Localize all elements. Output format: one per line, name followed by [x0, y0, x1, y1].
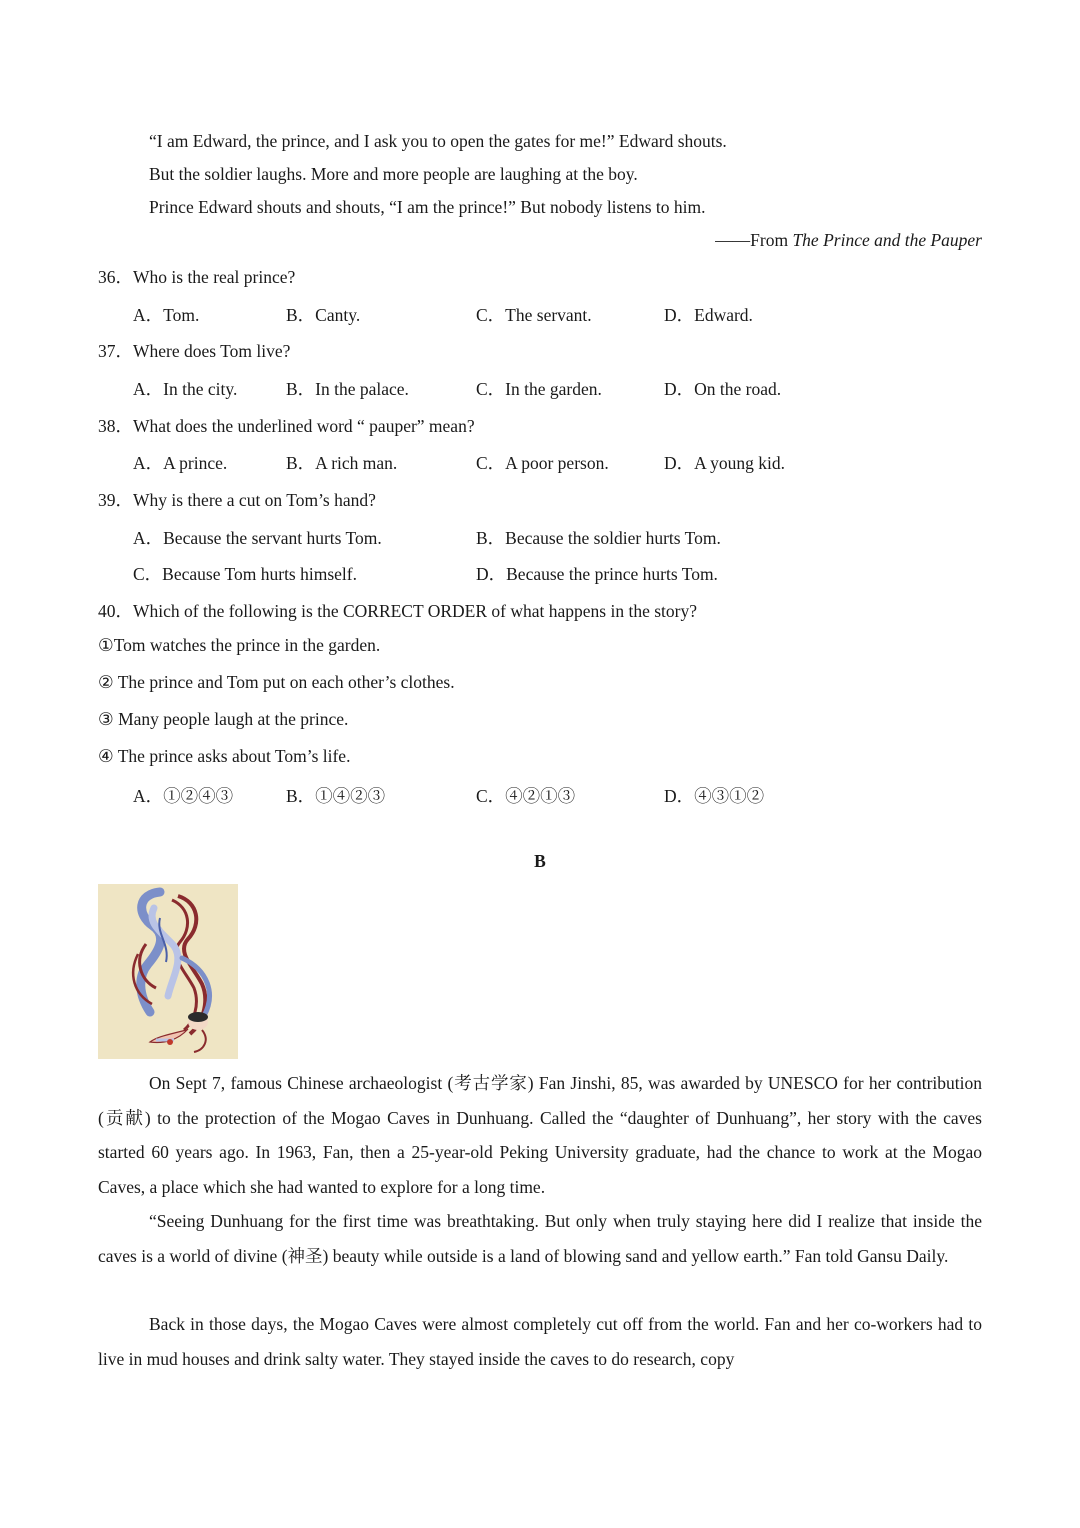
story-line-2: But the soldier laughs. More and more people are laughing at the boy. — [149, 164, 638, 184]
q39-option-c: C．Because Tom hurts himself. — [133, 564, 357, 584]
section-b-paragraph-2 — [98, 1204, 982, 1273]
story-source-title: The Prince and the Pauper — [792, 230, 982, 250]
q40-event-3: ③ Many people laugh at the prince. — [98, 709, 349, 729]
q38-option-b: B．A rich man. — [286, 453, 398, 473]
question-37: 37．Where does Tom live? — [98, 341, 291, 361]
q37-option-b: B．In the palace. — [286, 379, 409, 399]
q40-option-c: C．④②①③ — [476, 786, 576, 806]
q36-option-a: A．Tom. — [133, 305, 200, 325]
section-b-paragraph-3-text: Back in those days, the Mogao Caves were almost completely cut off from the world. Fan and her co-workers had to live in mud houses and drink salty water. They stayed inside the caves to do research, copy — [98, 1314, 982, 1369]
q39-option-a: A．Because the servant hurts Tom. — [133, 528, 382, 548]
q36-option-d: D．Edward. — [664, 305, 753, 325]
story-source — [715, 230, 982, 251]
q36-option-b: B．Canty. — [286, 305, 361, 325]
q38-option-d: D．A young kid. — [664, 453, 786, 473]
section-b-paragraph-1-text: On Sept 7, famous Chinese archaeologist (考古学家) Fan Jinshi, 85, was awarded by UNESCO for her contribution (贡献) to the protection of the Mogao Caves in Dunhuang. Called the “daughter of Dunhuang”, her story with the caves started 60 years ago. In 1963, Fan, then a 25-year-old Peking University graduate, had the chance to work at the Mogao Caves, a place which she had wanted to explore for a long time. — [98, 1073, 982, 1197]
dunhuang-apsara-illustration — [98, 884, 238, 1059]
q36-option-c: C．The servant. — [476, 305, 592, 325]
section-b-paragraph-2-text: “Seeing Dunhuang for the first time was breathtaking. But only when truly staying here did I realize that inside the caves is a world of divine (神圣) beauty while outside is a land of blowing sand and yellow earth.” Fan told Gansu Daily. — [98, 1211, 982, 1266]
question-40: 40．Which of the following is the CORRECT ORDER of what happens in the story? — [98, 601, 697, 621]
q40-option-d: D．④③①② — [664, 786, 765, 806]
story-source-prefix: ——From — [715, 230, 793, 250]
q40-option-b: B．①④②③ — [286, 786, 386, 806]
question-38: 38．What does the underlined word “ pauper” mean? — [98, 416, 475, 436]
section-b-paragraph-1 — [98, 1066, 982, 1204]
q40-event-2: ② The prince and Tom put on each other’s clothes. — [98, 672, 455, 692]
section-b-paragraph-3 — [98, 1307, 982, 1376]
section-b-heading: B — [534, 851, 546, 871]
q37-option-c: C．In the garden. — [476, 379, 602, 399]
q39-option-b: B．Because the soldier hurts Tom. — [476, 528, 721, 548]
q37-option-d: D．On the road. — [664, 379, 782, 399]
q40-event-4: ④ The prince asks about Tom’s life. — [98, 746, 351, 766]
story-line-3: Prince Edward shouts and shouts, “I am the prince!” But nobody listens to him. — [149, 197, 706, 217]
q40-event-1: ①Tom watches the prince in the garden. — [98, 635, 381, 655]
question-36: 36．Who is the real prince? — [98, 267, 296, 287]
q39-option-d: D．Because the prince hurts Tom. — [476, 564, 718, 584]
story-line-1: “I am Edward, the prince, and I ask you to open the gates for me!” Edward shouts. — [149, 131, 727, 151]
q40-option-a: A．①②④③ — [133, 786, 234, 806]
q37-option-a: A．In the city. — [133, 379, 238, 399]
q38-option-a: A．A prince. — [133, 453, 228, 473]
q38-option-c: C．A poor person. — [476, 453, 609, 473]
question-39: 39．Why is there a cut on Tom’s hand? — [98, 490, 376, 510]
